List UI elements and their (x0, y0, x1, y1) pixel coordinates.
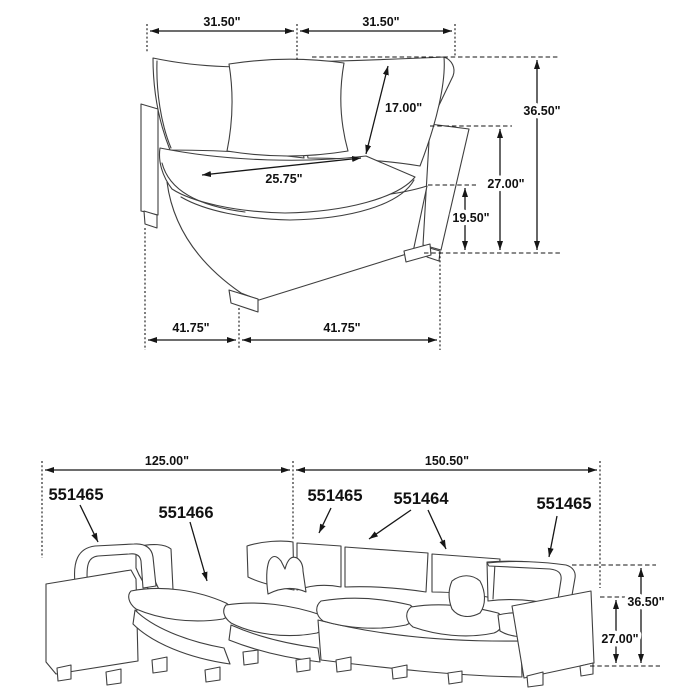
dim-label-right-section-width: 150.50" (424, 454, 470, 468)
callout-arrow-armless-middle-2 (428, 510, 446, 549)
sku-label-left-arm: 551465 (48, 486, 104, 504)
dim-label-seat-height: 19.50" (452, 211, 490, 225)
dim-label-arm-height: 27.00" (601, 632, 639, 646)
foot (243, 650, 258, 665)
dim-label-top-width-right: 31.50" (362, 15, 400, 29)
foot (296, 658, 310, 672)
right-throw-pillow (449, 576, 485, 617)
sku-label-armless-middle: 551464 (393, 490, 449, 508)
dim-label-total-height: 36.50" (523, 104, 561, 118)
right-arm-block (512, 591, 594, 678)
corner-module-drawing (141, 57, 469, 312)
dim-label-back-height: 17.00" (385, 101, 423, 115)
dim-label-base-depth-left: 41.75" (172, 321, 210, 335)
left-wing-seat (129, 588, 231, 620)
dim-label-total-height: 36.50" (627, 595, 665, 609)
throw-pillow (227, 59, 348, 156)
foot (336, 657, 351, 672)
foot (392, 665, 407, 679)
sku-label-corner: 551465 (307, 487, 363, 505)
left-side-panel (141, 104, 158, 215)
sku-label-armless-left: 551466 (158, 504, 214, 522)
dim-label-seat-depth: 25.75" (265, 172, 303, 186)
foot (152, 657, 167, 673)
callout-arrow-armless-left (190, 522, 207, 581)
dim-label-top-width-left: 31.50" (203, 15, 241, 29)
left-arm-foot (57, 665, 71, 681)
foot (205, 667, 220, 682)
left-arm-foot (106, 669, 121, 685)
callout-arrow-right-arm (549, 516, 557, 557)
foot (448, 671, 462, 684)
sku-label-right-arm: 551465 (536, 495, 592, 513)
sectional-drawing (46, 541, 594, 687)
callout-arrow-left-arm (80, 505, 98, 542)
dim-label-left-section-width: 125.00" (144, 454, 190, 468)
back-cushion (345, 547, 428, 592)
back-row-seat (317, 598, 415, 628)
dim-label-arm-height: 27.00" (487, 177, 525, 191)
right-arm-panel (423, 124, 469, 250)
dim-label-base-width-right: 41.75" (323, 321, 361, 335)
callout-arrow-corner (319, 508, 331, 533)
left-arm-block (46, 570, 138, 674)
callout-arrow-armless-middle-1 (369, 510, 411, 539)
